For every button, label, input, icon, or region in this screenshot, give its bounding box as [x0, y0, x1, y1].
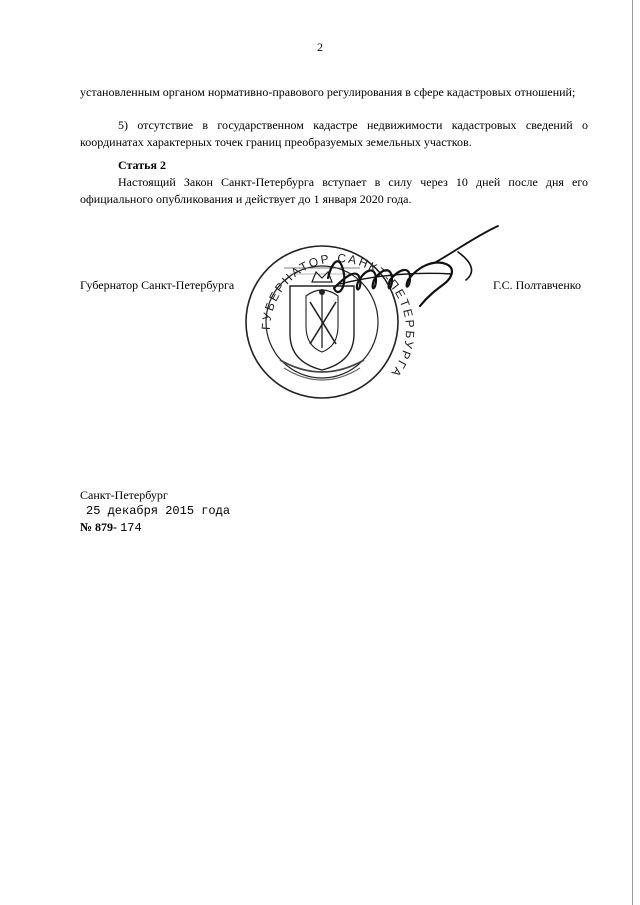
signatory-position: Губернатор Санкт-Петербурга [80, 278, 235, 292]
place-city: Санкт-Петербург [80, 488, 168, 502]
page-edge [632, 0, 633, 905]
place-and-date-block [80, 487, 230, 536]
law-number-value: 174 [120, 521, 142, 535]
signing-date: 25 декабря 2015 года [86, 504, 231, 518]
official-seal-and-signature [240, 222, 500, 402]
signatory-name: Г.С. Полтавченко [493, 278, 582, 292]
svg-text:ГУБЕРНАТОР САНКТ-ПЕТЕРБУРГА: ГУБЕРНАТОР САНКТ-ПЕТЕРБУРГА [258, 250, 418, 381]
law-number-prefix: № 879- [80, 520, 118, 534]
paragraph-item-5: 5) отсутствие в государственном кадастре недвижимости кадастровых сведений о координатах характерных точек границ преобразуемых земельных участков. [80, 118, 588, 149]
page-number: 2 [317, 40, 323, 54]
paragraph-continuation: установленным органом нормативно-правового регулирования в сфере кадастровых отношений; [80, 85, 576, 99]
law-number [80, 519, 230, 536]
paragraph-article-2: Настоящий Закон Санкт-Петербурга вступает в силу через 10 дней после дня его официального опубликования и действует до 1 января 2020 года. [80, 175, 588, 206]
article-heading: Статья 2 [118, 158, 166, 172]
